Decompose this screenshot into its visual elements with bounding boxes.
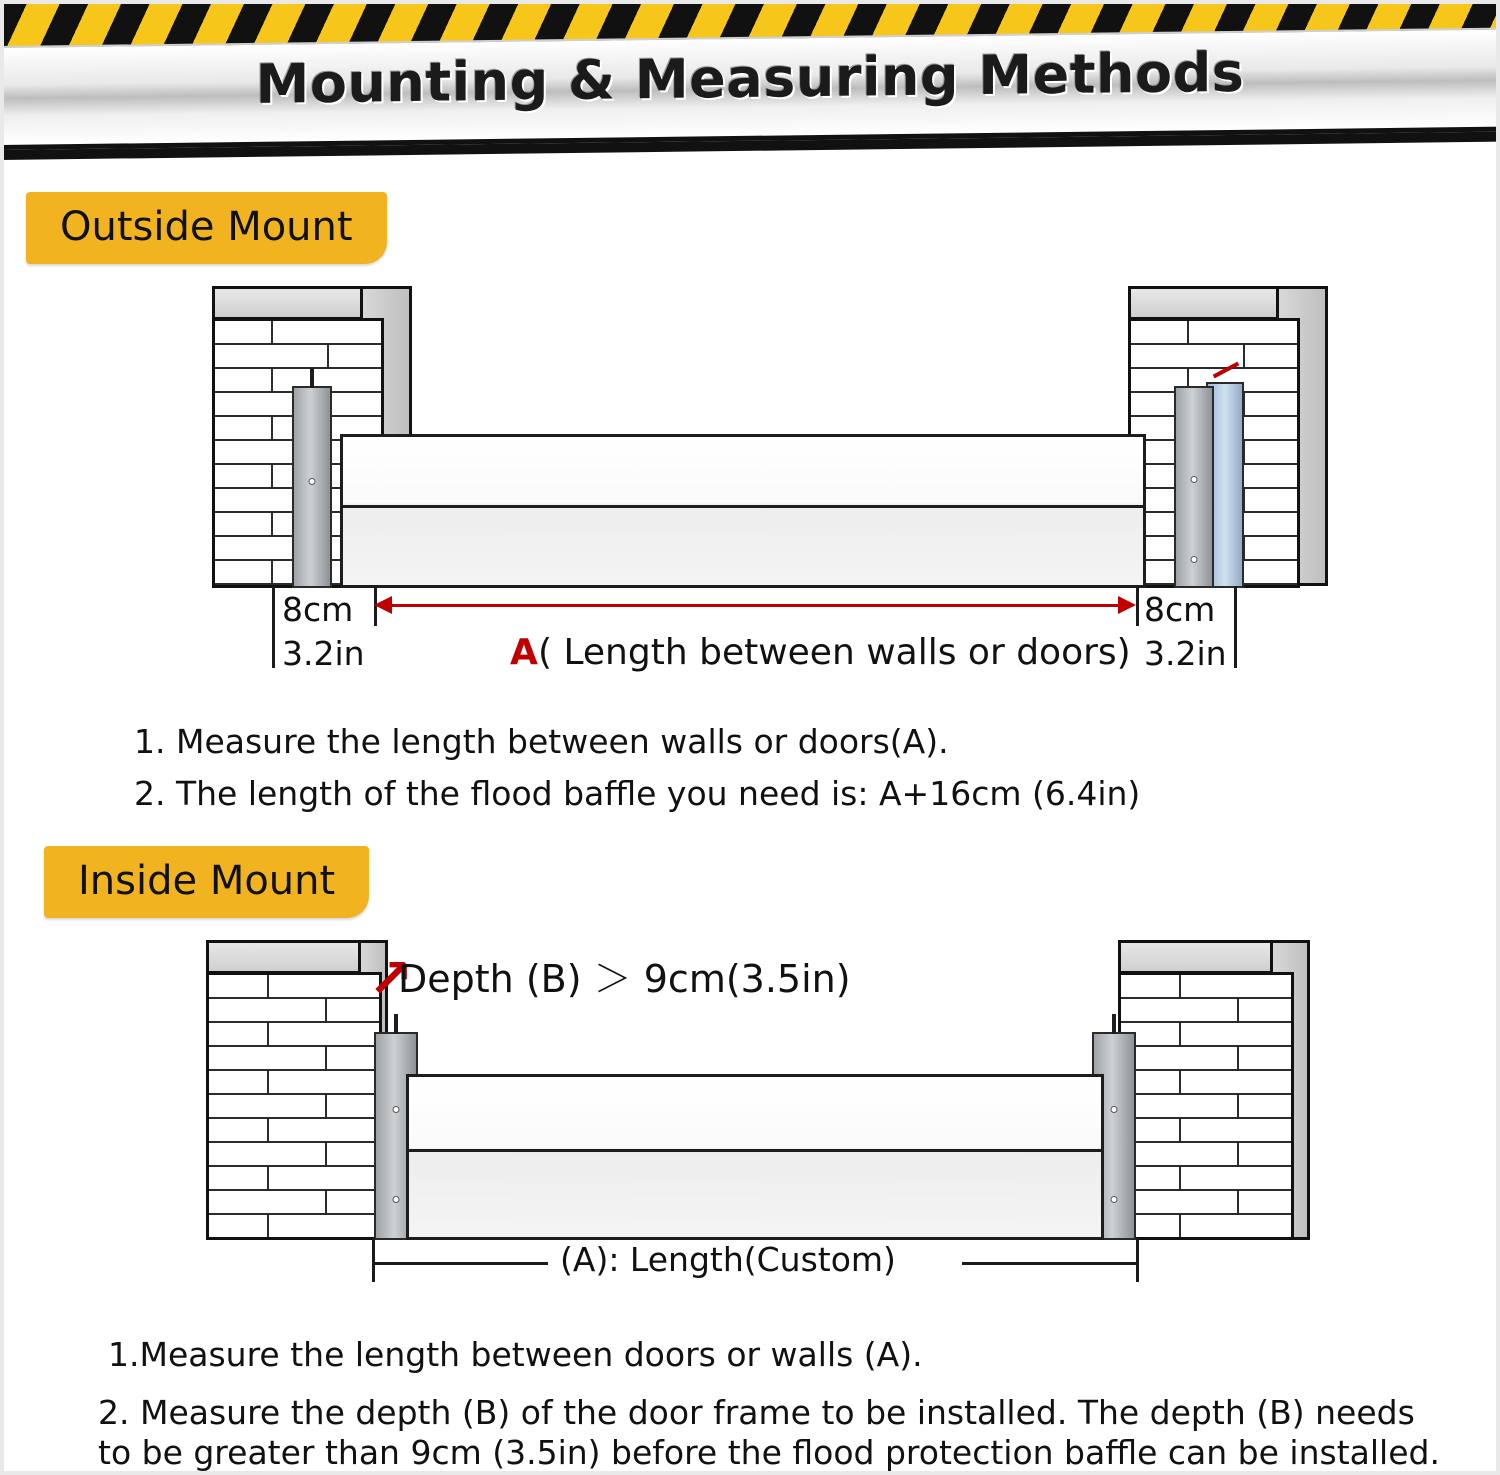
outside-right-dim-cm: 8cm [1144, 590, 1216, 629]
mounting-bracket-right [1174, 386, 1214, 588]
span-marker-a: A [510, 632, 538, 673]
depth-value: 9cm(3.5in) [643, 957, 851, 1001]
depth-operator: ＞ [593, 957, 632, 1001]
flood-baffle-panel-outside [340, 434, 1146, 588]
section-label-inside-mount: Inside Mount [44, 846, 369, 918]
outside-left-dim-in: 3.2in [282, 634, 365, 673]
inside-step-2: 2. Measure the depth (B) of the door frame to be installed. The depth (B) needs [98, 1393, 1415, 1432]
outside-step-2: 2. The length of the flood baffle you need is: A+16cm (6.4in) [134, 774, 1141, 813]
inside-length-label: (A): Length(Custom) [560, 1240, 896, 1279]
outside-right-dim-in: 3.2in [1144, 634, 1227, 673]
depth-arrow-icon: ↗ [368, 947, 414, 1010]
span-label: ( Length between walls or doors) [538, 632, 1131, 673]
inside-step-1: 1.Measure the length between doors or walls (A). [108, 1335, 923, 1374]
inside-step-2-cont: to be greater than 9cm (3.5in) before the flood protection baffle can be installed. [98, 1433, 1440, 1472]
section-label-outside-mount: Outside Mount [26, 192, 387, 264]
page-title: Mounting & Measuring Methods [255, 40, 1245, 116]
flood-baffle-panel-inside [406, 1074, 1104, 1240]
header-banner [0, 0, 1500, 160]
outside-left-dim-cm: 8cm [282, 590, 354, 629]
depth-label-text: Depth (B) [398, 957, 582, 1001]
mounting-bracket-left [292, 386, 332, 588]
outside-step-1: 1. Measure the length between walls or doors(A). [134, 722, 949, 761]
